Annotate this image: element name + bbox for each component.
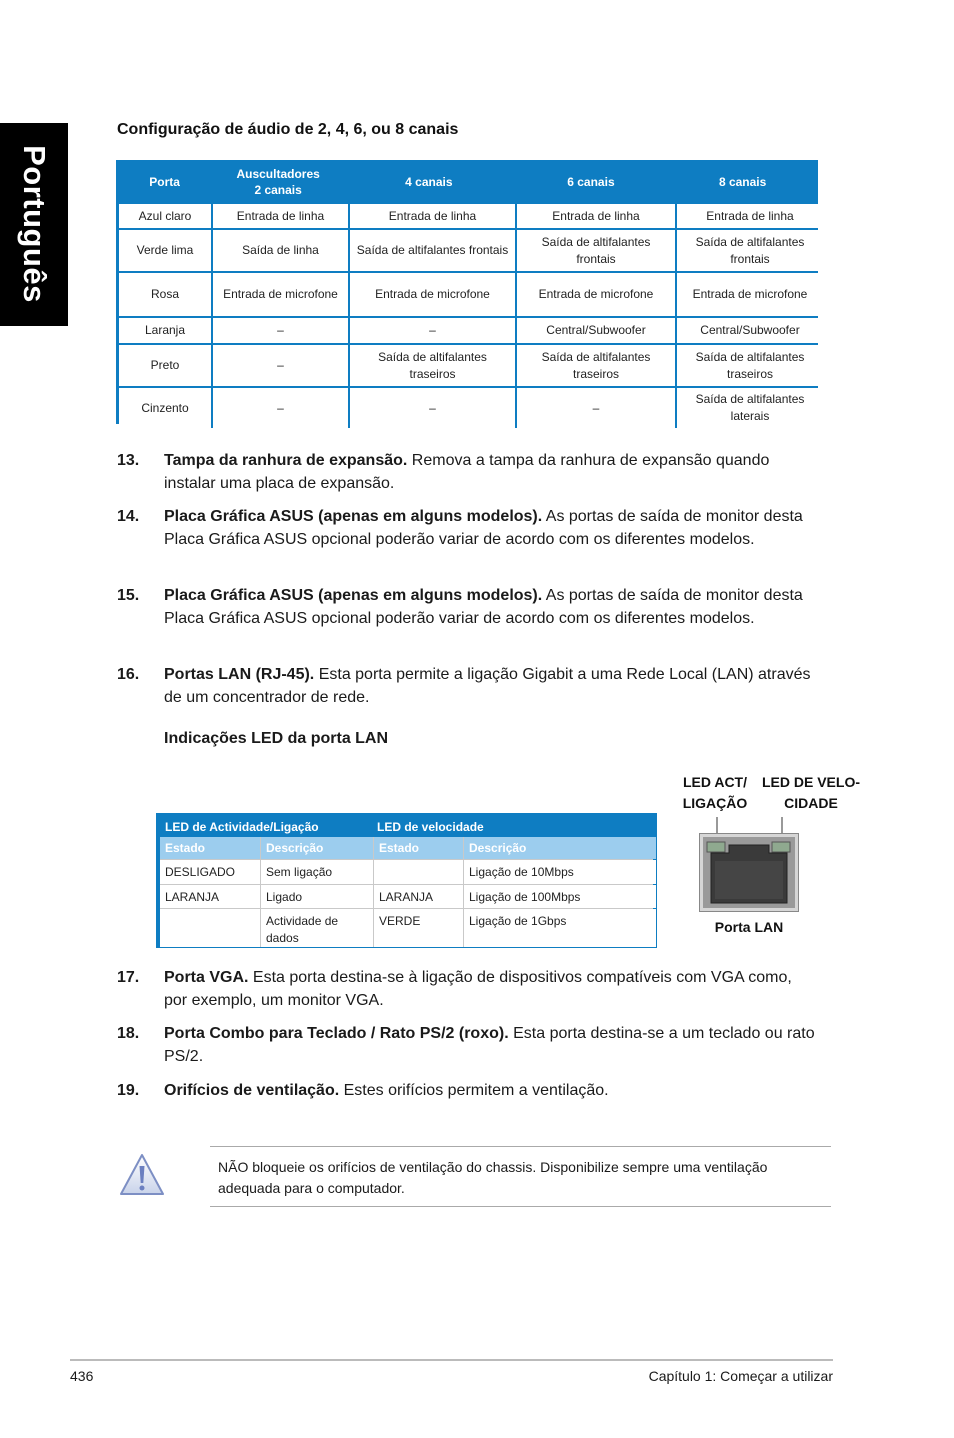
led-cell: Ligação de 1Gbps: [464, 909, 656, 947]
audio-table-body: [119, 204, 815, 428]
language-tab-label: Português: [17, 145, 52, 303]
audio-header-cell: 6 canais: [567, 175, 615, 189]
led-cell: [160, 909, 260, 947]
list-item-15: [117, 584, 817, 630]
list-item-13: [117, 449, 817, 495]
item-description: Estes orifícios permitem a ventilação.: [339, 1082, 609, 1099]
item-heading: Placa Gráfica ASUS (apenas em alguns modelos).: [164, 587, 543, 604]
item-heading: Porta Combo para Teclado / Rato PS/2 (roxo).: [164, 1025, 509, 1042]
audio-cell: Central/Subwoofer: [517, 318, 675, 343]
led-speed-label: LED DE VELO- CIDADE: [761, 774, 860, 811]
item-heading: Placa Gráfica ASUS (apenas em alguns modelos).: [164, 508, 543, 525]
led-table-body: [160, 837, 653, 947]
item-number: 18.: [117, 1025, 140, 1042]
chapter-title: Capítulo 1: Começar a utilizar: [648, 1368, 833, 1384]
item-description: As portas de saída de monitor desta Placa Gráfica ASUS opcional poderão variar de acordo com os diferentes modelos.: [164, 587, 803, 627]
led-sub-header: Estado: [374, 837, 463, 859]
audio-cell: Laranja: [119, 318, 211, 343]
audio-table-header: [119, 160, 815, 204]
audio-cell: Central/Subwoofer: [677, 318, 823, 343]
led-cell: DESLIGADO: [160, 860, 260, 884]
audio-cell: Saída de linha: [213, 230, 348, 271]
item-heading: Tampa da ranhura de expansão.: [164, 452, 408, 469]
language-tab: [0, 123, 68, 326]
item-number: 13.: [117, 452, 140, 469]
audio-cell: Entrada de linha: [677, 204, 823, 228]
audio-cell: Saída de altifalantes traseiros: [677, 345, 823, 386]
footer-divider: [70, 1359, 833, 1361]
item-description: Esta porta destina-se a um teclado ou rato PS/2.: [164, 1025, 815, 1065]
led-sub-header: Estado: [160, 837, 260, 859]
page-number: 436: [70, 1368, 94, 1384]
item-number: 17.: [117, 969, 140, 986]
audio-cell: Saída de altifalantes laterais: [677, 388, 823, 428]
led-sub-header: Descrição: [464, 837, 656, 859]
audio-section-title: Configuração de áudio de 2, 4, 6, ou 8 canais: [117, 121, 459, 138]
audio-cell: Preto: [119, 345, 211, 386]
led-cell: Sem ligação: [261, 860, 373, 884]
item-number: 16.: [117, 666, 140, 683]
led-cell: [374, 860, 463, 884]
item-number: 15.: [117, 587, 140, 604]
item-heading: Portas LAN (RJ-45).: [164, 666, 315, 683]
item-description: Remova a tampa da ranhura de expansão quando instalar uma placa de expansão.: [164, 452, 770, 492]
note-bottom-divider: [210, 1206, 831, 1207]
audio-header-cell: 4 canais: [405, 175, 453, 189]
audio-cell: –: [350, 318, 515, 343]
item-heading: Porta VGA.: [164, 969, 249, 986]
item-description: As portas de saída de monitor desta Placa Gráfica ASUS opcional poderão variar de acordo com os diferentes modelos.: [164, 508, 803, 548]
audio-cell: –: [213, 388, 348, 428]
audio-header-cell: Auscultadores 2 canais: [236, 167, 320, 197]
list-item-14: [117, 505, 817, 551]
led-cell: LARANJA: [160, 885, 260, 908]
list-item-17: [117, 966, 817, 1012]
led-act-label: LED ACT/ LIGAÇÃO: [682, 774, 748, 811]
led-table: [156, 813, 657, 948]
audio-cell: Rosa: [119, 273, 211, 316]
audio-header-cell: 8 canais: [718, 175, 767, 189]
audio-cell: Entrada de linha: [350, 204, 515, 228]
led-table-group-header: [160, 813, 653, 837]
audio-cell: Saída de altifalantes frontais: [517, 230, 675, 271]
audio-cell: Azul claro: [119, 204, 211, 228]
led-group-header: LED de Actividade/Ligação: [165, 820, 319, 834]
audio-cell: Entrada de microfone: [213, 273, 348, 316]
audio-cell: Saída de altifalantes frontais: [677, 230, 823, 271]
audio-cell: Saída de altifalantes frontais: [350, 230, 515, 271]
item-number: 19.: [117, 1082, 140, 1099]
led-cell: Actividade de dados: [261, 909, 373, 947]
audio-cell: –: [213, 318, 348, 343]
item-description: Esta porta destina-se à ligação de dispositivos compatíveis com VGA como, por exemplo, um monitor VGA.: [164, 969, 792, 1009]
led-cell: Ligação de 10Mbps: [464, 860, 656, 884]
led-cell: VERDE: [374, 909, 463, 947]
audio-cell: Saída de altifalantes traseiros: [350, 345, 515, 386]
warning-note-text: NÃO bloqueie os orifícios de ventilação do chassis. Disponibilize sempre uma ventilação adequada para o computador.: [218, 1159, 768, 1196]
led-cell: LARANJA: [374, 885, 463, 908]
led-cell: Ligação de 100Mbps: [464, 885, 656, 908]
item-heading: Orifícios de ventilação.: [164, 1082, 340, 1099]
audio-cell: –: [350, 388, 515, 428]
audio-cell: –: [213, 345, 348, 386]
led-cell: Ligado: [261, 885, 373, 908]
audio-cell: Entrada de linha: [213, 204, 348, 228]
list-item-19: [117, 1079, 817, 1102]
item-description: Esta porta permite a ligação Gigabit a uma Rede Local (LAN) através de um concentrador de rede.: [164, 666, 811, 706]
audio-cell: Entrada de microfone: [677, 273, 823, 316]
led-sub-header: Descrição: [261, 837, 373, 859]
audio-cell: Entrada de linha: [517, 204, 675, 228]
list-item-16: [117, 663, 817, 709]
audio-header-cell: Porta: [149, 175, 180, 189]
led-section-title: Indicações LED da porta LAN: [164, 730, 389, 747]
lan-port-icon: [699, 813, 799, 913]
warning-icon: [118, 1152, 166, 1198]
audio-cell: –: [517, 388, 675, 428]
audio-cell: Verde lima: [119, 230, 211, 271]
audio-cell: Saída de altifalantes traseiros: [517, 345, 675, 386]
list-item-18: [117, 1022, 817, 1068]
lan-port-label: Porta LAN: [714, 919, 784, 935]
note-top-divider: [210, 1146, 831, 1147]
audio-config-table: [116, 160, 818, 424]
audio-cell: Entrada de microfone: [350, 273, 515, 316]
item-number: 14.: [117, 508, 140, 525]
led-group-header: LED de velocidade: [377, 820, 484, 834]
audio-cell: Cinzento: [119, 388, 211, 428]
audio-cell: Entrada de microfone: [517, 273, 675, 316]
